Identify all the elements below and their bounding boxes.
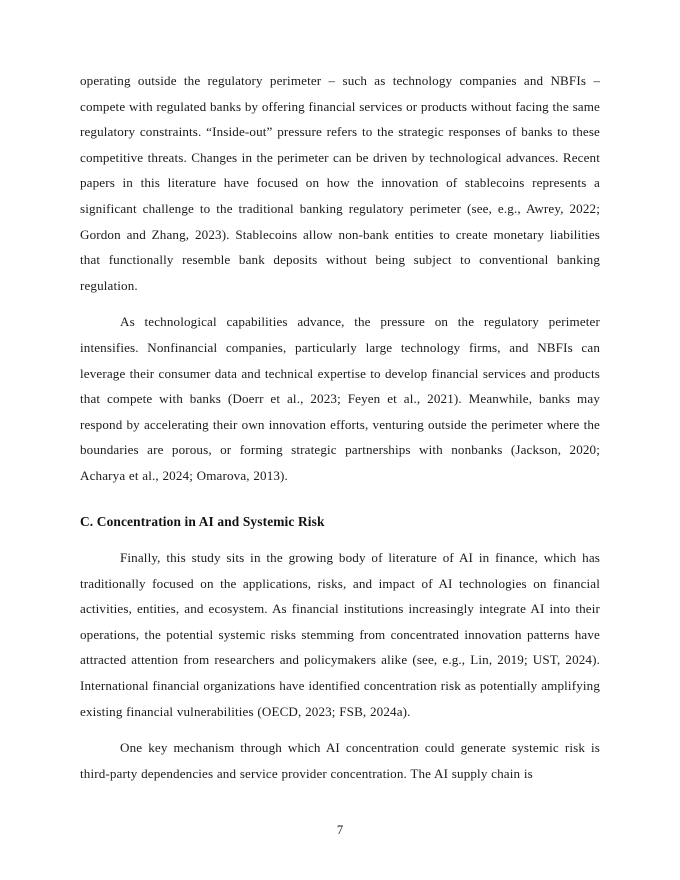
paragraph-technological-capabilities: As technological capabilities advance, the pressure on the regulatory perimeter intensifies. Nonfinancial companies, particularly large technology firms, and NBFIs can leverage their consumer data and technical expertise to develop financial services and products that compete with banks (Doerr et al., 2023; Feyen et al., 2021). Meanwhile, banks may respond by accelerating their own innovation efforts, venturing outside the perimeter where the boundaries are porous, or forming strategic partnerships with nonbanks (Jackson, 2020; Acharya et al., 2024; Omarova, 2013).: [80, 314, 600, 483]
paragraph-third-party-dependencies: One key mechanism through which AI concentration could generate systemic risk is third-party dependencies and service provider concentration. The AI supply chain is: [80, 740, 600, 781]
heading-spacer-before: [80, 489, 600, 509]
text-column: [80, 68, 600, 786]
paragraph-spacer: [80, 298, 600, 309]
paragraph-spacer: [80, 724, 600, 735]
section-heading-c: C. Concentration in AI and Systemic Risk: [80, 513, 325, 529]
paragraph-ai-finance-literature: Finally, this study sits in the growing body of literature of AI in finance, which has traditionally focused on the applications, risks, and impact of AI technologies on financial activities, entities, and ecosystem. As financial institutions increasingly integrate AI into their operations, the potential systemic risks stemming from concentrated innovation patterns have attracted attention from researchers and policymakers alike (see, e.g., Lin, 2019; UST, 2024). International financial organizations have identified concentration risk as potentially amplifying existing financial vulnerabilities (OECD, 2023; FSB, 2024a).: [80, 550, 600, 719]
page-number: 7: [336, 823, 344, 837]
heading-spacer-after: [80, 534, 600, 545]
paragraph-regulatory-perimeter-continued: operating outside the regulatory perimeter – such as technology companies and NBFIs – compete with regulated banks by offering financial services or products without facing the same regulatory constraints. “Inside-out” pressure refers to the strategic responses of banks to these competitive threats. Changes in the perimeter can be driven by technological advances. Recent papers in this literature have focused on how the innovation of stablecoins represents a significant challenge to the traditional banking regulatory perimeter (see, e.g., Awrey, 2022; Gordon and Zhang, 2023). Stablecoins allow non-bank entities to create monetary liabilities that functionally resemble bank deposits without being subject to conventional banking regulation.: [80, 73, 600, 293]
